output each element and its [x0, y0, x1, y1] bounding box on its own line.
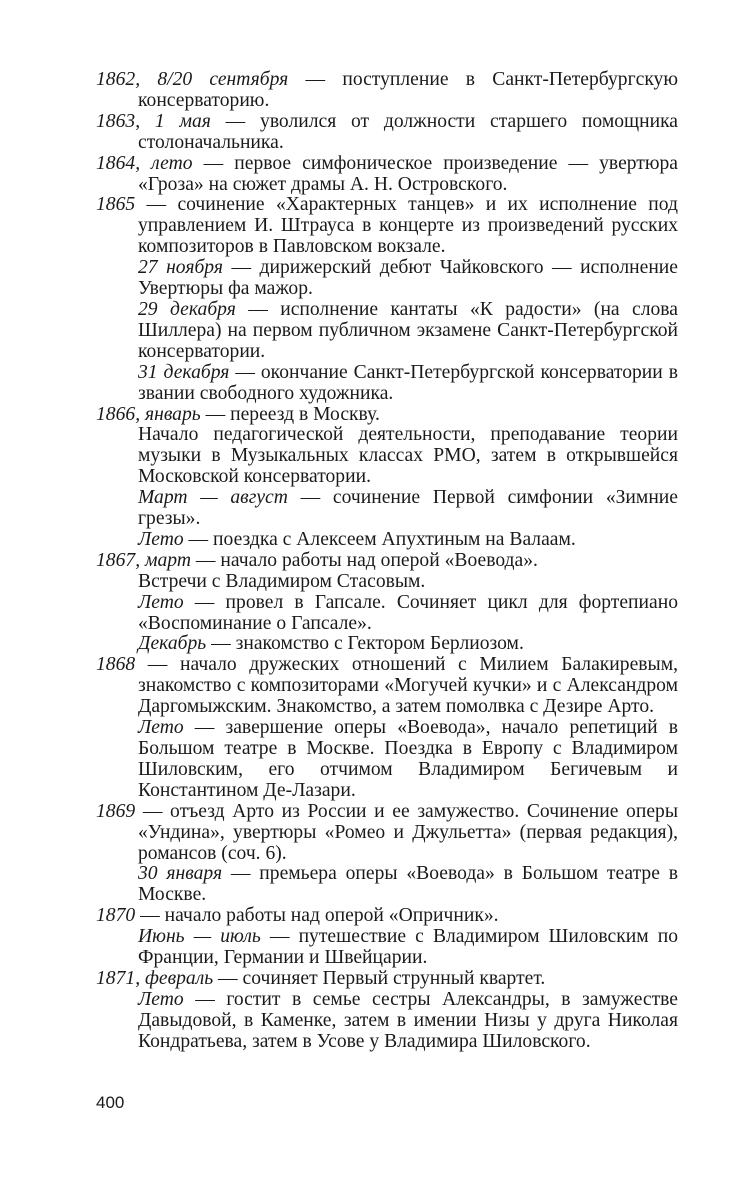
entry-paragraph [96, 551, 678, 572]
entry-paragraph [96, 655, 678, 718]
entry-text: — сочинение Первой симфонии «Зимние грезы». [138, 487, 678, 530]
entry-subparagraph [96, 258, 678, 300]
entry-date: 1871, февраль [96, 967, 214, 989]
chronology-entry [96, 906, 678, 969]
chronology-entry [96, 70, 678, 112]
entry-date: 1870 [96, 905, 136, 927]
chronology-entry [96, 802, 678, 907]
entry-text: — начало работы над оперой «Воевода». [190, 549, 538, 571]
entry-date: 1867, март [96, 549, 191, 571]
entry-date: 1864, лето [96, 152, 193, 174]
entry-paragraph [96, 195, 678, 258]
entry-text: — гостит в семье сестры Александры, в замужестве Давыдовой, в Каменке, затем в имении Низы у друга Николая Кондратьева, затем в Усове у Владимира Шиловского. [138, 988, 678, 1052]
entry-text: — путешествие с Владимиром Шиловским по Франции, Германии и Швейцарии. [138, 926, 678, 969]
entry-subparagraph [96, 530, 678, 551]
entry-date: 29 декабря [138, 298, 236, 320]
entry-subparagraph [96, 864, 678, 906]
entry-text: — провел в Гапсале. Сочиняет цикл для фортепиано «Воспоминание о Гапсале». [138, 591, 678, 634]
entry-subparagraph [96, 990, 678, 1053]
entry-text: — начало дружеских отношений с Милием Балакиревым, знакомство с композиторами «Могучей кучки» и с Александром Даргомыжским. Знакомство, а затем помолвка с Дезире Арто. [135, 654, 678, 718]
entry-text: — первое симфоническое произведение — увертюра «Гроза» на сюжет драмы А. Н. Островского. [138, 152, 678, 195]
entry-text: Встречи с Владимиром Стасовым. [138, 570, 426, 592]
entry-subparagraph [96, 488, 678, 530]
chronology-entry [96, 969, 678, 1053]
entry-text: — окончание Санкт-Петербургской консерватории в звании свободного художника. [138, 361, 678, 404]
entry-paragraph [96, 802, 678, 865]
entry-date: 31 декабря [138, 361, 230, 383]
entry-date: 1862, 8/20 сентября [96, 69, 289, 90]
chronology-entry [96, 195, 678, 404]
entry-date: Лето [138, 528, 184, 550]
entry-paragraph [96, 70, 678, 112]
entry-paragraph [96, 405, 678, 426]
entry-text: — сочинение «Характерных танцев» и их исполнение под управлением И. Штрауса в концерте из произведений русских композиторов в Павловском вокзале. [135, 194, 678, 258]
chronology-entry [96, 154, 678, 196]
chronology-entry [96, 655, 678, 801]
entry-subparagraph [96, 300, 678, 363]
entry-subparagraph [96, 425, 678, 488]
chronology-page [96, 70, 678, 1053]
entry-date: Март — август [138, 487, 288, 509]
entry-text: — премьера оперы «Воевода» в Большом театре в Москве. [138, 863, 678, 906]
entry-date: Лето [138, 988, 184, 1010]
entry-date: 1868 [96, 654, 136, 676]
entry-subparagraph [96, 593, 678, 635]
entry-date: 1863, 1 мая [96, 110, 211, 132]
entry-date: Июнь — июль [138, 926, 261, 948]
entry-date: 1869 [96, 800, 136, 822]
entry-text: — завершение оперы «Воевода», начало репетиций в Большом театре в Москве. Поездка в Европу с Владимиром Шиловским, его отчимом Владимиром Бегичевым и Константином Де-Лазари. [138, 717, 678, 801]
entry-text: — начало работы над оперой «Опричник». [135, 905, 499, 927]
entry-text: — исполнение кантаты «К радости» (на слова Шиллера) на первом публичном экзамене Санкт-Петербургской консерватории. [138, 298, 678, 362]
chronology-entry [96, 112, 678, 154]
entry-subparagraph [96, 572, 678, 593]
entry-paragraph [96, 906, 678, 927]
entry-date: Декабрь [138, 633, 207, 655]
entry-date: 27 ноября [138, 257, 223, 279]
entry-subparagraph [96, 363, 678, 405]
entry-subparagraph [96, 927, 678, 969]
entry-text: — отъезд Арто из России и ее замужество. Сочинение оперы «Ундина», увертюры «Ромео и Джульетта» (первая редакция), романсов (соч. 6). [135, 800, 678, 864]
entry-text: — дирижерский дебют Чайковского — исполнение Увертюры фа мажор. [138, 257, 678, 300]
entry-date: 1866, январь [96, 403, 201, 425]
entry-text: Начало педагогической деятельности, преподавание теории музыки в Музыкальных классах РМО, затем в открывшейся Московской консерватории. [138, 424, 678, 488]
entry-paragraph [96, 969, 678, 990]
chronology-entry [96, 405, 678, 551]
entry-date: Лето [138, 717, 184, 739]
entry-subparagraph [96, 718, 678, 802]
entry-subparagraph [96, 634, 678, 655]
entry-text: — знакомство с Гектором Берлиозом. [206, 633, 524, 655]
entry-text: — поездка с Алексеем Апухтиным на Валаам. [183, 528, 576, 550]
entry-date: Лето [138, 591, 184, 613]
entry-paragraph [96, 112, 678, 154]
entry-date: 1865 [96, 194, 136, 216]
entry-date: 30 января [138, 863, 223, 885]
chronology-entry [96, 551, 678, 656]
entry-text: — уволился от должности старшего помощника столоначальника. [138, 110, 678, 153]
entry-text: — переезд в Москву. [200, 403, 380, 425]
entry-text: — поступление в Санкт-Петербургскую консерваторию. [138, 69, 678, 111]
entry-paragraph [96, 154, 678, 196]
page-number: 400 [96, 1093, 125, 1112]
entry-text: — сочиняет Первый струнный квартет. [213, 967, 546, 989]
